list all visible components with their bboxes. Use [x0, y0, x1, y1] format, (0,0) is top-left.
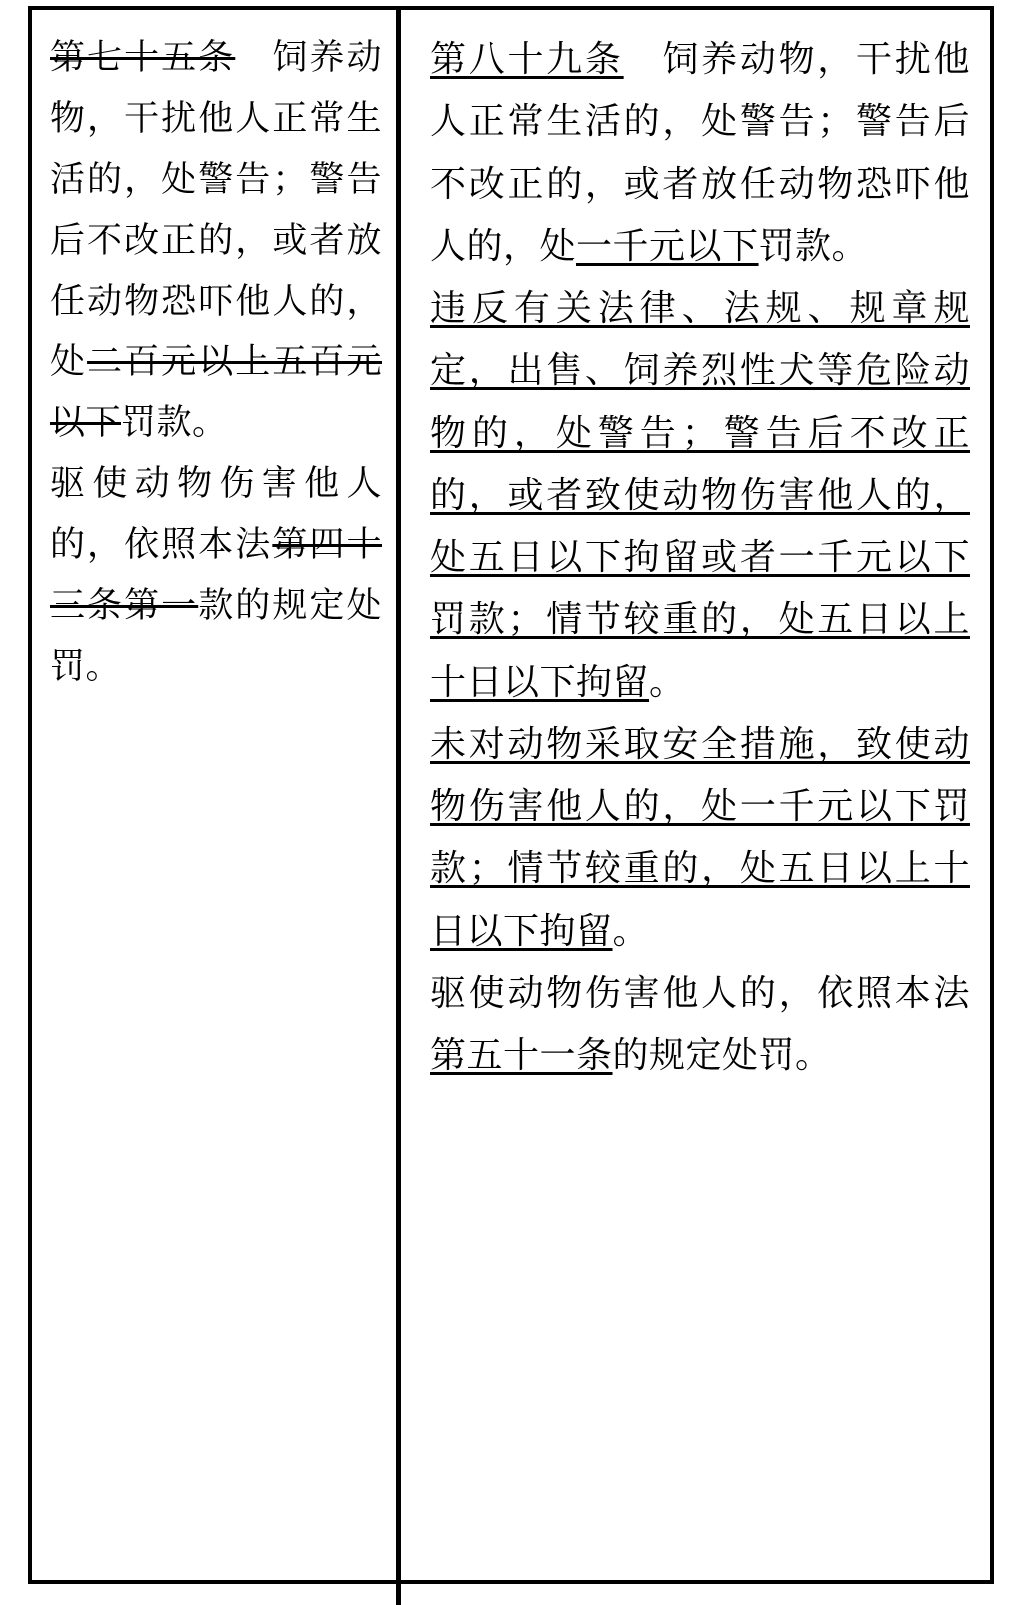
- paragraph: [430, 277, 970, 713]
- text-run: 未对动物采取安全措施，致使动物伤害他人的，处一千元以下罚款；情节较重的，处五日以上十日以下拘留: [430, 722, 970, 951]
- paragraph: [430, 28, 970, 277]
- page-border-right: [990, 6, 994, 1584]
- paragraph: [50, 454, 382, 698]
- old-version-column: [32, 10, 396, 1580]
- text-run: 第七十五条: [50, 38, 236, 77]
- text-run: 。: [649, 660, 686, 702]
- text-run: 驱使动物伤害他人的，依照本法: [50, 464, 382, 565]
- comparison-columns: [32, 10, 990, 1580]
- new-version-column: [396, 10, 990, 1580]
- paragraph: [430, 713, 970, 962]
- paragraph: [430, 962, 970, 1087]
- text-run: 罚款。: [758, 224, 869, 266]
- text-run: 款的规定处罚。: [50, 586, 382, 686]
- text-run: 第八十九条: [430, 38, 624, 79]
- text-run: 一千元以下: [576, 224, 759, 266]
- text-run: 第五十一条: [430, 1034, 613, 1076]
- page-border-bottom: [28, 1580, 994, 1584]
- text-run: 的规定处罚。: [612, 1034, 832, 1076]
- paragraph: [50, 28, 382, 454]
- text-run: 二百元以上五百元以下: [50, 342, 382, 443]
- text-run: 罚款。: [121, 403, 228, 443]
- text-run: 饲养动物，干扰他人正常生活的，处警告；警告后不改正的，或者放任动物恐吓他人的，处: [50, 38, 382, 382]
- text-run: 第四十三条第一: [50, 525, 382, 626]
- text-run: 违反有关法律、法规、规章规定，出售、饲养烈性犬等危险动物的，处警告；警告后不改正的，或者致使动物伤害他人的，处五日以下拘留或者一千元以下罚款；情节较重的，处五日以上十日以下拘留: [430, 287, 970, 702]
- text-run: 驱使动物伤害他人的，依照本法: [430, 971, 970, 1013]
- text-run: 饲养动物，干扰他人正常生活的，处警告；警告后不改正的，或者放任动物恐吓他人的，处: [430, 38, 970, 266]
- text-run: 。: [612, 909, 650, 951]
